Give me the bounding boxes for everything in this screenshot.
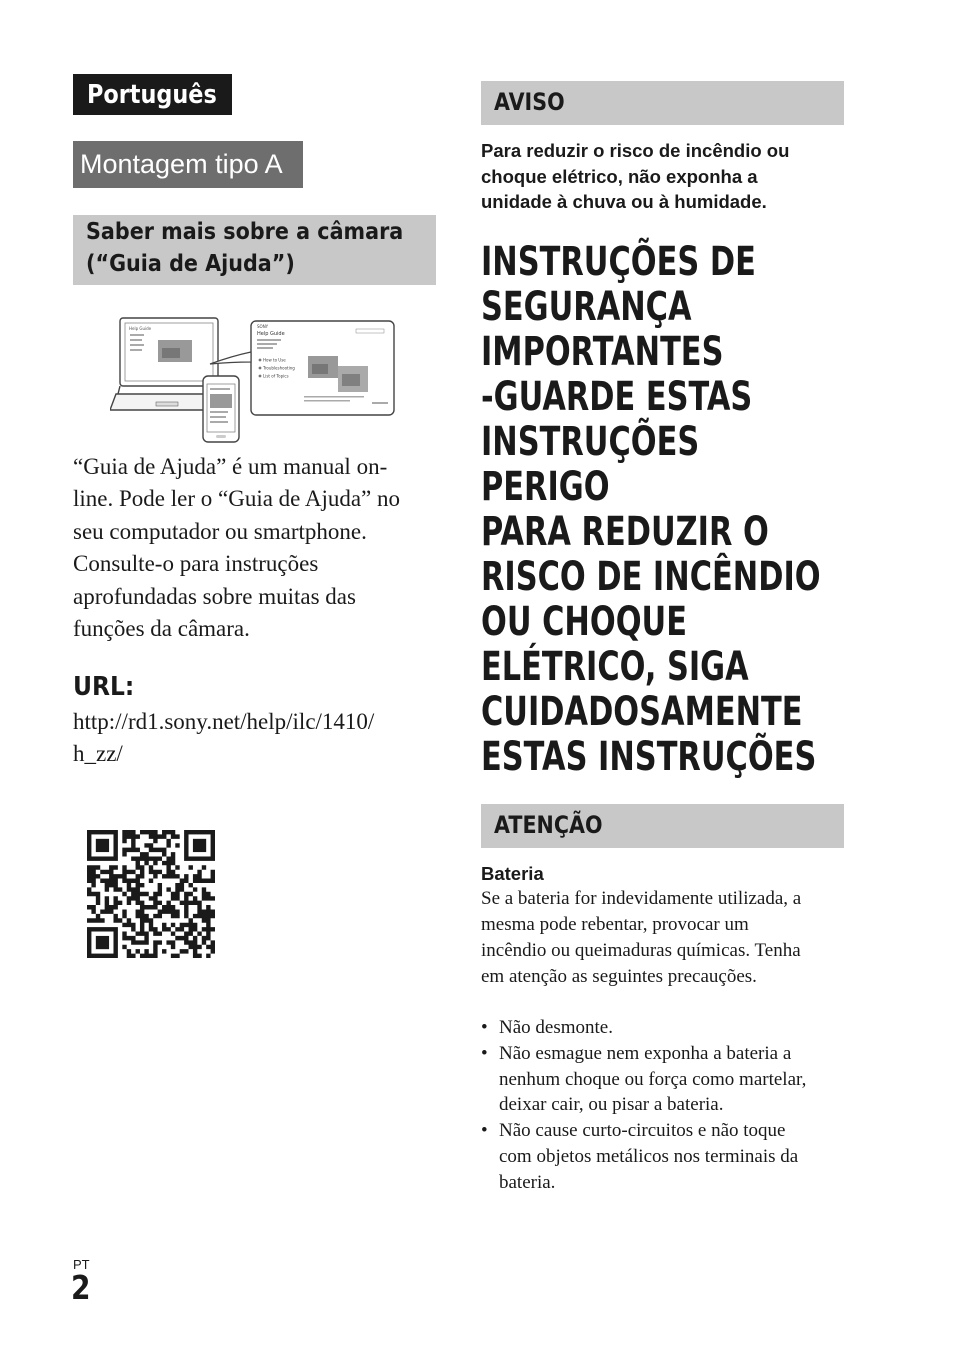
battery-text-line: incêndio ou queimaduras químicas. Tenha: [481, 940, 801, 961]
safety-heading-line: PARA REDUZIR O: [481, 509, 769, 555]
battery-precautions-list: [481, 1015, 851, 1196]
url-line: h_zz/: [73, 741, 123, 766]
safety-heading-line: -GUARDE ESTAS: [481, 374, 753, 420]
list-item: [481, 1041, 851, 1118]
safety-heading-line: ESTAS INSTRUÇÕES: [481, 734, 817, 780]
page-number: 2: [71, 1268, 91, 1307]
bullet-text-line: Não esmague nem exponha a bateria a: [499, 1042, 792, 1064]
safety-heading-line: INSTRUÇÕES: [481, 419, 700, 465]
help-guide-description: [73, 451, 443, 645]
browser-brand: SONY: [257, 324, 269, 329]
url-line: http://rd1.sony.net/help/ilc/1410/: [73, 709, 375, 734]
safety-heading-line: PERIGO: [481, 464, 610, 510]
safety-heading-line: IMPORTANTES: [481, 329, 724, 375]
battery-text-line: Se a bateria for indevidamente utilizada, a: [481, 888, 802, 909]
safety-heading-line: OU CHOQUE: [481, 599, 688, 645]
atencao-heading: ATENÇÃO: [494, 811, 603, 839]
page-language-code: PT: [73, 1257, 90, 1272]
bullet-icon: •: [481, 1017, 488, 1038]
laptop-screen-title: Help Guide: [129, 326, 152, 331]
bullet-text-line: bateria.: [499, 1171, 556, 1193]
help-text-line: seu computador ou smartphone.: [73, 518, 367, 544]
battery-subheading: Bateria: [481, 863, 544, 884]
safety-instructions-heading: [481, 240, 861, 780]
help-text-line: funções da câmara.: [73, 616, 250, 642]
help-text-line: aprofundadas sobre muitas das: [73, 583, 356, 609]
bullet-icon: •: [481, 1042, 488, 1064]
mount-type-box: [73, 141, 303, 188]
mount-type-label: Montagem tipo A: [80, 149, 283, 179]
browser-menu-item-1: How to Use: [263, 357, 286, 363]
browser-menu-item-2: Troubleshooting: [263, 365, 295, 371]
safety-heading-line: RISCO DE INCÊNDIO: [481, 554, 821, 600]
help-heading-line-1: Saber mais sobre a câmara: [86, 219, 404, 245]
list-item: [481, 1118, 851, 1195]
browser-menu-item-3: List of Topics: [263, 373, 289, 379]
safety-heading-line: INSTRUÇÕES DE: [481, 239, 756, 285]
help-guide-url[interactable]: [73, 706, 433, 770]
help-heading-line-2: (“Guia de Ajuda”): [86, 251, 295, 277]
bullet-text-line: Não cause curto-circuitos e não toque: [499, 1120, 786, 1142]
help-text-line: Consulte-o para instruções: [73, 551, 319, 577]
help-guide-heading: [73, 215, 436, 285]
battery-text-line: em atenção as seguintes precauções.: [481, 966, 757, 987]
aviso-text-line: choque elétrico, não exponha a: [481, 165, 758, 187]
aviso-text-line: Para reduzir o risco de incêndio ou: [481, 140, 790, 161]
aviso-heading: AVISO: [494, 88, 565, 116]
help-text-line: “Guia de Ajuda” é um manual on-: [73, 454, 388, 479]
qr-code-icon: [87, 830, 215, 958]
help-guide-illustration-icon: [110, 312, 396, 444]
aviso-heading-box: [481, 81, 844, 125]
aviso-warning-text: [481, 138, 851, 215]
atencao-heading-box: [481, 804, 844, 848]
browser-title: Help Guide: [257, 331, 285, 337]
bullet-text-line: Não desmonte.: [499, 1017, 613, 1038]
safety-heading-line: SEGURANÇA: [481, 284, 692, 330]
safety-heading-line: CUIDADOSAMENTE: [481, 689, 803, 735]
bullet-icon: •: [481, 1120, 488, 1142]
url-label: URL:: [73, 672, 135, 702]
list-item: [481, 1015, 851, 1041]
battery-text-line: mesma pode rebentar, provocar um: [481, 914, 749, 935]
bullet-text-line: nenhum choque ou força como martelar,: [499, 1068, 807, 1090]
help-text-line: line. Pode ler o “Guia de Ajuda” no: [73, 486, 401, 512]
safety-heading-line: ELÉTRICO, SIGA: [481, 644, 749, 690]
bullet-text-line: com objetos metálicos nos terminais da: [499, 1145, 799, 1167]
language-badge: [73, 74, 232, 115]
language-badge-label: Português: [87, 80, 217, 110]
battery-warning-text: [481, 886, 851, 990]
aviso-text-line: unidade à chuva ou à humidade.: [481, 191, 767, 213]
bullet-text-line: deixar cair, ou pisar a bateria.: [499, 1094, 724, 1116]
